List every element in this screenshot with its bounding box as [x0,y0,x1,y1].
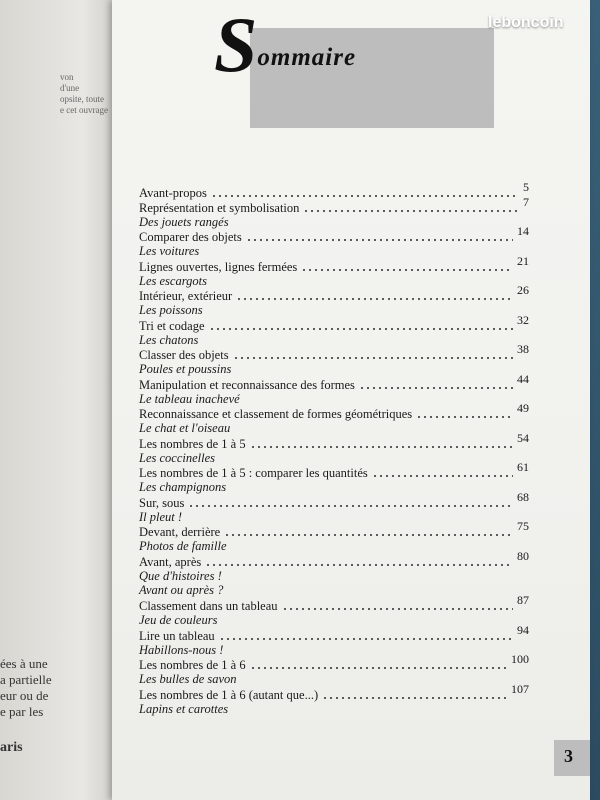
left-page-line: e par les [0,704,44,719]
left-page-line: a partielle [0,672,52,687]
toc-chapter-line [139,224,529,244]
toc-dot-leader [359,380,513,390]
toc-page-number: 7 [523,194,529,209]
toc-entry [139,283,529,317]
toc-entry [139,342,529,376]
toc-subtitle: Lapins et carottes [139,701,229,716]
page-number-tab [554,740,590,776]
toc-chapter-title: Les nombres de 1 à 5 [139,436,246,451]
toc-chapter-line [139,622,529,643]
toc-chapter-line [139,312,529,333]
toc-entry [139,194,529,229]
toc-chapter-title: Lire un tableau [139,628,215,643]
toc-chapter-line [139,548,529,569]
toc-dot-leader [250,660,507,670]
left-page [0,0,118,800]
toc-page-number: 87 [517,593,529,607]
toc-page-number: 14 [517,224,529,238]
toc-page-number: 80 [517,548,529,563]
toc-entry [139,253,529,288]
toc-dot-leader [322,690,507,700]
toc-dot-leader [250,439,513,449]
toc-entry [139,489,529,524]
toc-chapter-line [139,681,529,702]
toc-entry [139,401,529,435]
toc-page-number: 107 [511,681,529,696]
toc-page-number: 68 [517,489,529,504]
watermark-logo: leboncoin [488,14,564,31]
toc-subtitle: Poules et poussins [139,362,232,376]
title-rest: ommaire [257,44,357,71]
toc-dot-leader [416,409,513,419]
toc-subtitle: Le tableau inachevé [139,391,240,406]
toc-dot-leader [188,498,513,508]
toc-chapter-line [139,430,529,451]
page-number: 3 [564,746,573,766]
toc-chapter-title: Classement dans un tableau [139,599,278,613]
toc-entry [139,460,529,494]
toc-subtitle: Les escargots [139,273,207,288]
left-page-top-text [60,72,108,116]
toc-entry [139,652,529,686]
toc-chapter-title: Lignes ouvertes, lignes fermées [139,259,298,274]
toc-chapter-line [139,371,529,392]
toc-subtitle: Les coccinelles [139,450,216,465]
page-title [214,1,357,88]
toc-entry [139,593,529,627]
toc-entry [139,681,529,716]
toc-chapter-title: Avant, après [139,554,202,569]
toc-subtitle: Avant ou après ? [139,582,224,597]
toc-chapter-line [139,194,529,215]
toc-chapter-title: Les nombres de 1 à 6 (autant que...) [139,687,319,702]
toc-subtitle: Les champignons [139,480,227,494]
toc-page-number: 21 [517,253,529,268]
toc-entry [139,180,529,200]
left-page-line: von [60,72,74,82]
toc-dot-leader [301,262,513,272]
toc-dot-leader [282,601,513,611]
toc-chapter-line [139,652,529,672]
title-initial: S [214,1,258,88]
toc-entry [139,548,529,597]
toc-dot-leader [219,631,513,641]
toc-chapter-line [139,180,529,200]
left-page-line: opsite, toute [60,94,104,104]
toc-subtitle: Les poissons [139,303,203,317]
toc-entry [139,430,529,465]
left-page-line: ées à une [0,656,48,671]
toc-page-number: 32 [517,312,529,327]
toc-dot-leader [209,321,514,331]
toc-page-number: 94 [517,622,529,637]
toc-subtitle: Jeu de couleurs [139,613,218,627]
toc-chapter-line [139,460,529,480]
toc-subtitle: Les voitures [139,244,200,258]
toc-page-number: 100 [511,652,529,666]
toc-dot-leader [211,188,519,198]
toc-subtitle: Les chatons [139,332,199,347]
toc-dot-leader [205,557,513,567]
toc-chapter-title: Les nombres de 1 à 6 [139,658,246,672]
toc-page-number: 75 [517,519,529,533]
book-page [112,0,590,800]
toc-chapter-title: Classer des objets [139,348,229,362]
toc-page-number: 5 [523,180,529,194]
toc-chapter-line [139,283,529,303]
toc-chapter-line [139,593,529,613]
toc-chapter-line [139,342,529,362]
toc-chapter-title: Manipulation et reconnaissance des formes [139,377,355,392]
toc-subtitle: Photos de famille [139,539,227,553]
toc-chapter-title: Les nombres de 1 à 5 : comparer les quantités [139,466,368,480]
toc-page-number: 61 [517,460,529,474]
toc-chapter-line [139,519,529,539]
toc-page-number: 44 [517,371,529,386]
toc-subtitle: Habillons-nous ! [139,642,224,657]
toc-chapter-title: Représentation et symbolisation [139,200,300,215]
toc-chapter-title: Sur, sous [139,495,185,510]
toc-dot-leader [224,527,513,537]
toc-page-number: 26 [517,283,529,297]
toc-subtitle: Le chat et l'oiseau [139,421,231,435]
left-page-line: eur ou de [0,688,49,703]
toc-entry [139,371,529,406]
left-page-line: d'une [60,83,80,93]
left-page-footer: aris [0,740,23,755]
toc-entry [139,312,529,347]
toc-page-number: 54 [517,430,529,445]
toc-chapter-title: Comparer des objets [139,230,242,244]
toc-dot-leader [233,350,513,360]
toc-entry [139,622,529,657]
toc-subtitle: Les bulles de savon [139,672,237,686]
toc-subtitle: Il pleut ! [139,509,183,524]
toc-chapter-title: Reconnaissance et classement de formes géométriques [139,407,413,421]
toc-subtitle: Que d'histoires ! [139,568,222,583]
toc-chapter-line [139,253,529,274]
toc-page-number: 38 [517,342,529,356]
toc-chapter-line [139,401,529,421]
toc-chapter-title: Tri et codage [139,318,205,333]
left-page-bottom-text [0,656,52,720]
toc-chapter-title: Devant, derrière [139,525,221,539]
toc-chapter-title: Intérieur, extérieur [139,289,233,303]
toc-dot-leader [372,468,513,478]
toc-subtitle: Des jouets rangés [139,214,229,229]
left-page-line: e cet ouvrage [60,105,108,115]
toc-entry [139,519,529,553]
toc-dot-leader [246,232,513,242]
toc-chapter-title: Avant-propos [139,186,207,200]
toc-entry [139,224,529,258]
toc-chapter-line [139,489,529,510]
toc-page-number: 49 [517,401,529,415]
toc-dot-leader [303,203,519,213]
toc-dot-leader [236,291,513,301]
